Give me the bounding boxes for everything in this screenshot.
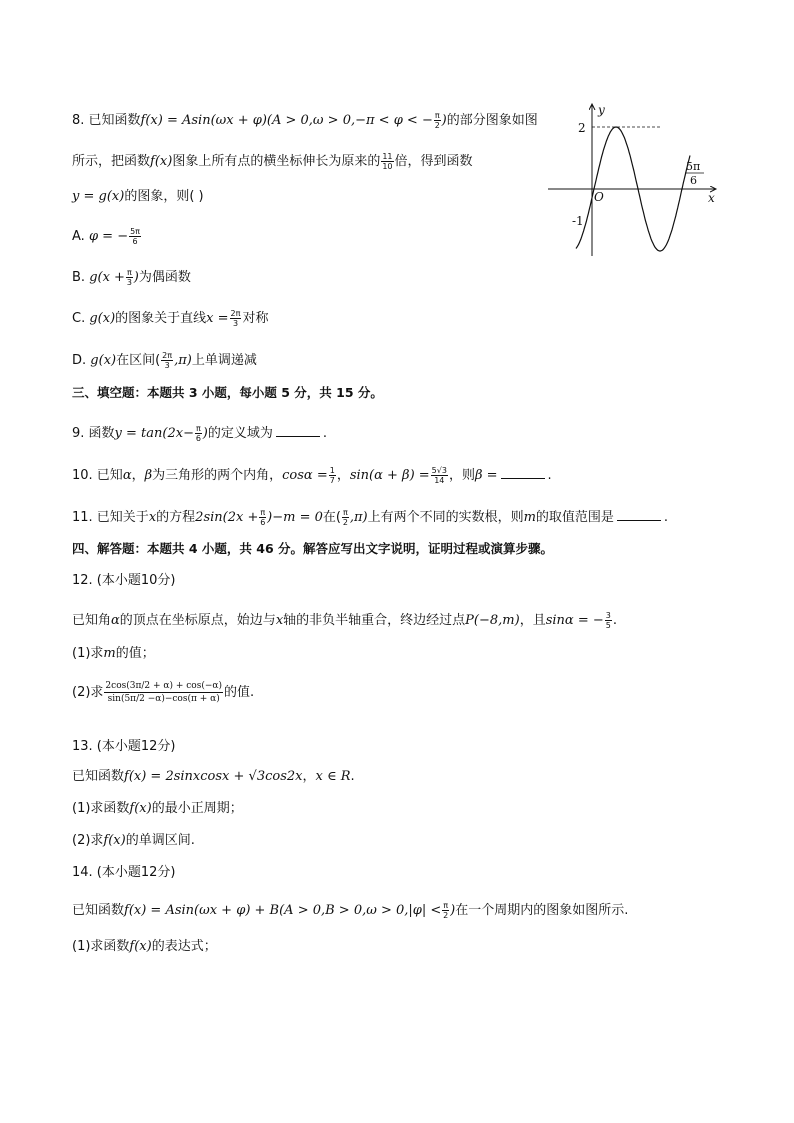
- axis-y-label: y: [598, 103, 605, 117]
- tick-y-top: 2: [578, 121, 586, 135]
- q8-option-a: A. φ = − $\frac{5\pi}{6}$: [72, 227, 140, 246]
- q14-head: 14. (本小题12分): [72, 865, 176, 880]
- answer-blank[interactable]: [617, 520, 661, 521]
- q12-head: 12. (本小题10分): [72, 573, 176, 588]
- fraction: $\frac{2\cos(3\pi/2 + \alpha) + \cos(-\alpha)}{\sin(5\pi/2 -\alpha)-\cos(\pi + \alpha)}$: [105, 681, 222, 704]
- fraction: $\frac{1}{7}$: [329, 466, 335, 485]
- fraction: $\frac{\pi}{2}$: [434, 111, 440, 130]
- fraction: $\frac{\pi}{2}$: [443, 901, 449, 920]
- q12-line1: 已知角α的顶点在坐标原点，始边与x轴的非负半轴重合，终边经过点P(−8,m)，且sinα = − $\frac{3}{5}$ .: [72, 611, 617, 630]
- tick-x-den: 6: [690, 174, 697, 187]
- q12-part2: (2)求 $\frac{2\cos(3\pi/2 + \alpha) + \cos(-\alpha)}{\sin(5\pi/2 -\alpha)-\cos(\pi + \alpha)}$ 的值.: [72, 681, 255, 704]
- q8-text: 8. 已知函数: [72, 113, 141, 128]
- q13-part2: (2)求f(x)的单调区间.: [72, 833, 195, 848]
- q13-head: 13. (本小题12分): [72, 739, 176, 754]
- answer-blank[interactable]: [276, 436, 320, 437]
- answer-blank[interactable]: [501, 478, 545, 479]
- fraction: $\frac{\pi}{6}$: [260, 508, 266, 527]
- q13-part1: (1)求函数f(x)的最小正周期；: [72, 801, 243, 816]
- fraction: $\frac{\pi}{3}$: [126, 268, 132, 287]
- section-3-title: 三、填空题：本题共 3 小题，每小题 5 分，共 15 分。: [72, 385, 383, 400]
- q8-option-b: B. g(x + $\frac{\pi}{3}$ )为偶函数: [72, 268, 191, 287]
- fraction: $\frac{\pi}{6}$: [195, 424, 201, 443]
- axis-x-label: x: [708, 191, 715, 205]
- q8-function: f(x) = Asin(ωx + φ)(A > 0,ω > 0,−π < φ < −: [140, 113, 433, 128]
- fraction: $\frac{5√3}{14}$: [431, 466, 447, 485]
- q14-line1: 已知函数f(x) = Asin(ωx + φ) + B(A > 0,B > 0,ω > 0,|φ| < $\frac{\pi}{2}$ )在一个周期内的图象如图所示.: [72, 901, 629, 920]
- q8-option-d: D. g(x)在区间( $\frac{2\pi}{3}$ ,π)上单调递减: [72, 351, 257, 370]
- fraction: $\frac{2\pi}{3}$: [230, 309, 241, 328]
- tick-x-num: 5π: [686, 160, 701, 173]
- q11: 11. 已知关于x的方程2sin(2x + $\frac{\pi}{6}$ )−m = 0在( $\frac{\pi}{2}$ ,π)上有两个不同的实数根，则m的取值范围是 .: [72, 508, 669, 527]
- fraction: $\frac{5\pi}{6}$: [130, 227, 140, 246]
- fraction: $\frac{11}{10}$: [382, 152, 393, 171]
- q8-line2: 所示，把函数f(x)图象上所有点的横坐标伸长为原来的 $\frac{11}{10}$ 倍，得到函数: [72, 152, 473, 171]
- q8-line1: 8. 已知函数f(x) = Asin(ωx + φ)(A > 0,ω > 0,−π < φ < − $\frac{\pi}{2}$ )的部分图象如图: [72, 111, 538, 130]
- tick-y-bottom: -1: [572, 214, 584, 228]
- q10: 10. 已知α，β为三角形的两个内角，cosα = $\frac{1}{7}$ ，sin(α + β) = $\frac{5√3}{14}$ ，则β = .: [72, 466, 552, 485]
- q12-part1: (1)求m的值；: [72, 646, 155, 661]
- q8-option-c: C. g(x)的图象关于直线x = $\frac{2\pi}{3}$ 对称: [72, 309, 269, 328]
- q14-part1: (1)求函数f(x)的表达式；: [72, 939, 217, 954]
- fraction: $\frac{\pi}{2}$: [342, 508, 348, 527]
- fraction: $\frac{2\pi}{3}$: [162, 351, 173, 370]
- origin-label: O: [594, 190, 604, 204]
- section-4-title: 四、解答题：本题共 4 小题，共 46 分。解答应写出文字说明，证明过程或演算步骤。: [72, 541, 554, 556]
- sine-graph: [546, 98, 726, 260]
- q13-line1: 已知函数f(x) = 2sinxcosx + √3cos2x，x ∈ R.: [72, 769, 355, 784]
- q8-line3: y = g(x)的图象，则( ): [72, 189, 204, 204]
- q9: 9. 函数y = tan(2x− $\frac{\pi}{6}$ )的定义域为 .: [72, 424, 328, 443]
- fraction: $\frac{3}{5}$: [605, 611, 611, 630]
